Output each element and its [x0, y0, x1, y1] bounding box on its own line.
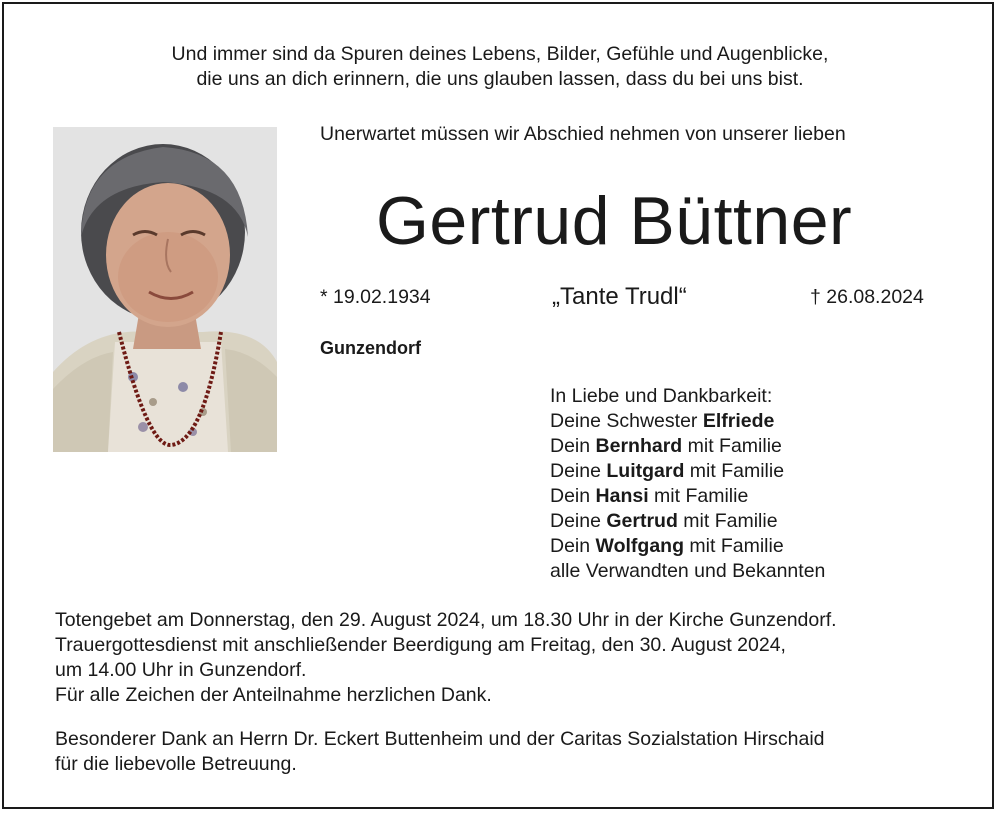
deceased-name: Gertrud Büttner: [376, 183, 853, 259]
mourner-name: Wolfgang: [595, 535, 684, 557]
mourner-name: Luitgard: [606, 460, 685, 482]
notice-line: um 14.00 Uhr in Gunzendorf.: [55, 659, 307, 681]
mourner-name: Gertrud: [606, 510, 678, 532]
verse-line: Und immer sind da Spuren deines Lebens, Bilder, Gefühle und Augenblicke,: [171, 43, 829, 65]
notice-line: Trauergottesdienst mit anschließender Beerdigung am Freitag, den 30. August 2024,: [55, 634, 786, 656]
thanks-line: für die liebevolle Betreuung.: [55, 753, 297, 775]
mourner-line: Deine Luitgard mit Familie: [550, 460, 785, 482]
birth-date: * 19.02.1934: [320, 286, 431, 308]
mourner-name: Hansi: [595, 485, 649, 507]
nickname: „Tante Trudl“: [552, 283, 687, 310]
mourner-name: Elfriede: [702, 410, 775, 432]
mourner-line: Deine Schwester Elfriede: [550, 410, 775, 432]
notice-line: Für alle Zeichen der Anteilnahme herzlichen Dank.: [55, 684, 492, 706]
mourner-name: Bernhard: [595, 435, 683, 457]
notice-line: Totengebet am Donnerstag, den 29. August 2024, um 18.30 Uhr in der Kirche Gunzendorf.: [55, 609, 837, 631]
mourner-line: Dein Wolfgang mit Familie: [550, 535, 784, 557]
mourners-closing: alle Verwandten und Bekannten: [550, 560, 826, 582]
intro-text: Unerwartet müssen wir Abschied nehmen von unserer lieben: [320, 123, 846, 145]
special-thanks: [55, 727, 825, 777]
mourner-line: Dein Bernhard mit Familie: [550, 435, 782, 457]
service-notice: [55, 608, 837, 708]
verse-line: die uns an dich erinnern, die uns glauben lassen, dass du bei uns bist.: [196, 68, 804, 90]
mourners-list: [550, 384, 825, 584]
death-date: † 26.08.2024: [810, 286, 924, 308]
portrait-photo: [53, 127, 277, 452]
mourner-line: Dein Hansi mit Familie: [550, 485, 749, 507]
mourner-line: Deine Gertrud mit Familie: [550, 510, 778, 532]
memorial-verse: [0, 42, 1000, 92]
thanks-line: Besonderer Dank an Herrn Dr. Eckert Buttenheim und der Caritas Sozialstation Hirschaid: [55, 728, 825, 750]
hometown: Gunzendorf: [320, 338, 421, 358]
mourners-heading: In Liebe und Dankbarkeit:: [550, 385, 773, 407]
